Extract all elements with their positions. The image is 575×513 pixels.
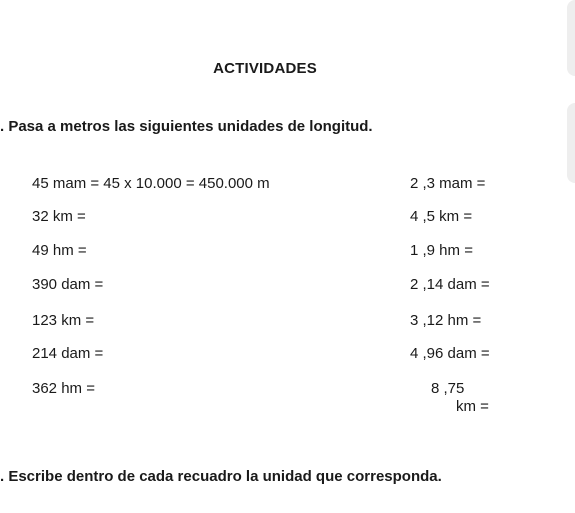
page-edge-shadow-middle (567, 103, 575, 183)
right-item-5: 3 ,12 hm = (410, 312, 482, 329)
left-item-1: 45 mam = 45 x 10.000 = 450.000 m (32, 175, 270, 192)
instruction-2: . Escribe dentro de cada recuadro la unidad que corresponda. (0, 468, 442, 485)
left-item-2: 32 km = (32, 208, 86, 225)
right-item-3: 1 ,9 hm = (410, 242, 473, 259)
left-item-4: 390 dam = (32, 276, 104, 293)
right-item-2: 4 ,5 km = (410, 208, 473, 225)
right-item-1: 2 ,3 mam = (410, 175, 486, 192)
right-item-7-unit: km = (456, 398, 489, 415)
right-item-6: 4 ,96 dam = (410, 345, 490, 362)
page-edge-shadow-top (567, 0, 575, 76)
left-item-3: 49 hm = (32, 242, 87, 259)
instruction-1: . Pasa a metros las siguientes unidades de longitud. (0, 118, 373, 135)
left-item-5: 123 km = (32, 312, 95, 329)
left-item-7: 362 hm = (32, 380, 95, 397)
right-item-4: 2 ,14 dam = (410, 276, 490, 293)
left-item-6: 214 dam = (32, 345, 104, 362)
right-item-7-value: 8 ,75 (431, 380, 465, 397)
page-title: ACTIVIDADES (213, 60, 317, 77)
